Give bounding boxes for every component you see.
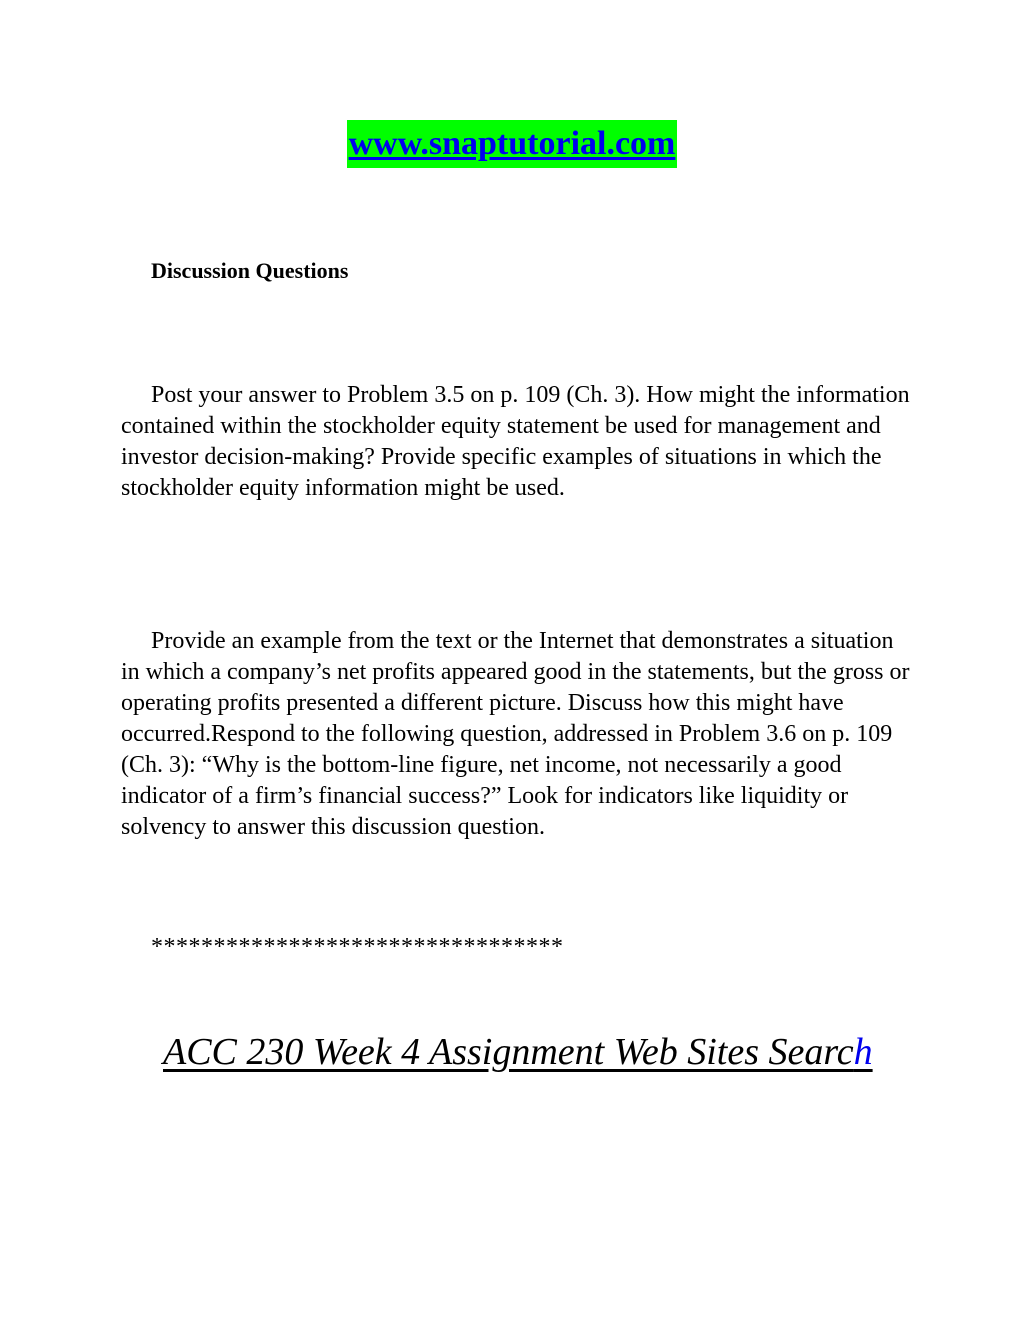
discussion-question-2: Provide an example from the text or the Internet that demonstrates a situation in which a company’s net profits appeared good in the statements, but the gross or operating profits presented a different picture. Discuss how this might have occurred.Respond to the following question, addressed in Problem 3.6 on p. 109 (Ch. 3): “Why is the bottom-line figure, net income, not necessarily a good indicator of a firm’s financial success?” Look for indicators like liquidity or solvency to answer this discussion question. — [121, 628, 910, 840]
next-assignment-title-main: ACC 230 Week 4 Assignment Web Sites Searc — [163, 1031, 854, 1073]
site-link[interactable]: www.snaptutorial.com — [347, 120, 678, 168]
next-assignment-title-link[interactable] — [163, 1028, 873, 1076]
next-assignment-title-tail: h — [853, 1031, 873, 1073]
asterisk-separator: ********************************* — [151, 934, 564, 960]
site-link-container — [0, 120, 1024, 168]
section-heading: Discussion Questions — [151, 258, 349, 283]
discussion-question-1: Post your answer to Problem 3.5 on p. 109 (Ch. 3). How might the information contained within the stockholder equity statement be used for management and investor decision-making? Provide specific examples of situations in which the stockholder equity information might be used. — [121, 382, 910, 501]
